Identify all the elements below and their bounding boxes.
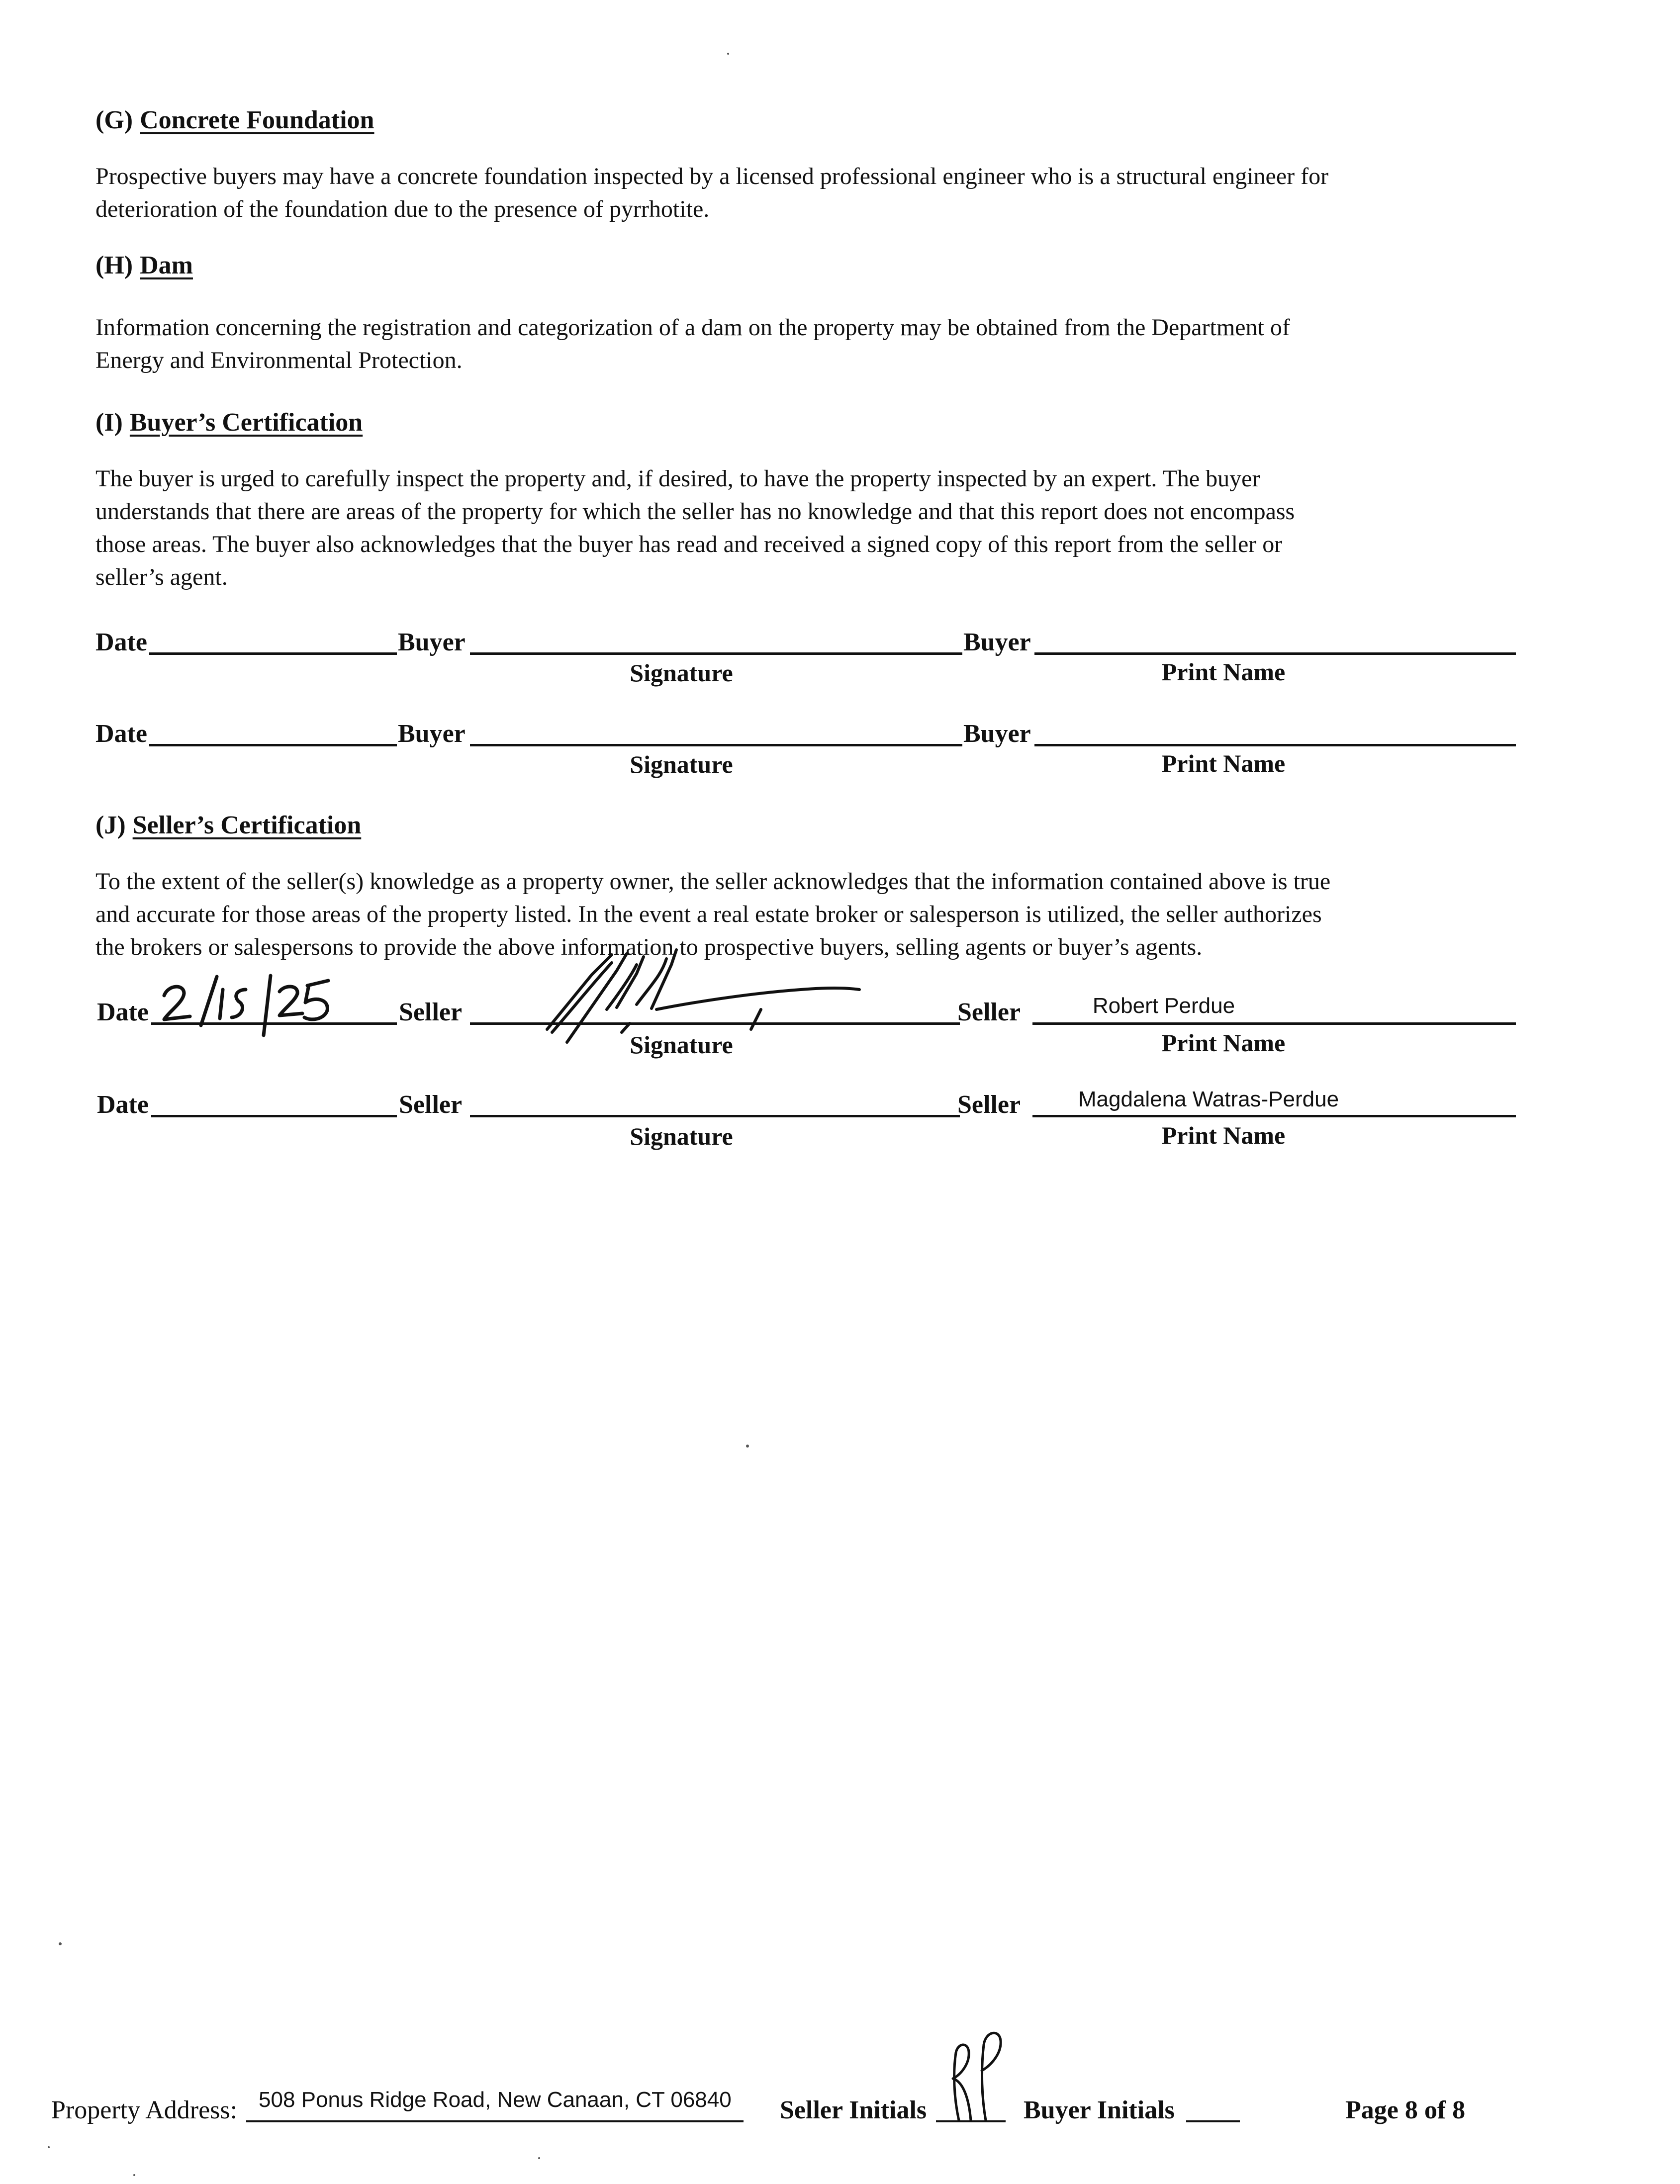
buyer-1-date-field[interactable] xyxy=(149,652,397,655)
section-i-line: seller’s agent. xyxy=(95,564,228,590)
scan-speck xyxy=(538,2157,540,2159)
print-name-caption: Print Name xyxy=(1161,658,1286,686)
seller-label: Seller xyxy=(399,1091,463,1119)
seller-2-date-field[interactable] xyxy=(151,1115,397,1117)
section-h-title: Dam xyxy=(140,251,193,279)
section-i-body xyxy=(95,462,1538,594)
section-g-line: Prospective buyers may have a concrete foundation inspected by a licensed professional engineer who is a structural engineer for xyxy=(95,163,1329,189)
seller-label: Seller xyxy=(957,1091,1021,1119)
buyer-label: Buyer xyxy=(963,628,1031,656)
seller-1-print-name-value: Robert Perdue xyxy=(1092,994,1235,1018)
print-name-caption: Print Name xyxy=(1161,749,1286,777)
section-j-letter: (J) xyxy=(95,811,126,839)
property-address-value: 508 Ponus Ridge Road, New Canaan, CT 06840 xyxy=(259,2088,732,2112)
handwritten-date-mark xyxy=(158,970,337,1039)
section-g-heading xyxy=(95,105,374,135)
scan-speck xyxy=(746,1445,749,1448)
date-label: Date xyxy=(97,998,149,1026)
property-address-label: Property Address: xyxy=(51,2096,238,2124)
section-g-line: deterioration of the foundation due to the presence of pyrrhotite. xyxy=(95,196,710,222)
property-address-line xyxy=(246,2120,744,2122)
page-number: Page 8 of 8 xyxy=(1345,2096,1466,2124)
date-label: Date xyxy=(97,1091,149,1119)
section-i-letter: (I) xyxy=(95,408,123,437)
seller-2-print-name-value: Magdalena Watras-Perdue xyxy=(1078,1087,1339,1111)
section-h-heading xyxy=(95,251,193,280)
section-g-body xyxy=(95,160,1538,226)
section-j-title: Seller’s Certification xyxy=(132,811,362,839)
section-i-title: Buyer’s Certification xyxy=(129,408,363,437)
scan-speck xyxy=(59,1942,62,1945)
seller-label: Seller xyxy=(957,998,1021,1026)
section-j-line: and accurate for those areas of the property listed. In the event a real estate broker or salesperson is utilized, the seller authorizes xyxy=(95,901,1322,927)
buyer-1-signature-field[interactable] xyxy=(470,652,962,655)
signature-caption: Signature xyxy=(630,659,733,687)
buyer-label: Buyer xyxy=(398,628,466,656)
section-h-line: Energy and Environmental Protection. xyxy=(95,347,463,373)
seller-2-print-name-field[interactable] xyxy=(1032,1115,1516,1117)
seller-label: Seller xyxy=(399,998,463,1026)
section-i-line: those areas. The buyer also acknowledges that the buyer has read and received a signed copy of this report from the seller or xyxy=(95,531,1283,557)
buyer-2-signature-field[interactable] xyxy=(470,744,962,746)
section-i-line: The buyer is urged to carefully inspect the property and, if desired, to have the property inspected by an expert. The buyer xyxy=(95,465,1260,492)
seller-2-signature-field[interactable] xyxy=(470,1115,960,1117)
scan-speck xyxy=(727,53,729,55)
date-label: Date xyxy=(95,720,147,748)
section-i-heading xyxy=(95,408,363,438)
signature-caption: Signature xyxy=(630,1122,733,1150)
buyer-1-print-name-field[interactable] xyxy=(1034,652,1516,655)
buyer-label: Buyer xyxy=(398,720,466,748)
buyer-initials-label: Buyer Initials xyxy=(1024,2096,1175,2124)
section-h-body xyxy=(95,311,1538,377)
seller-initials-label: Seller Initials xyxy=(780,2096,927,2124)
buyer-2-date-field[interactable] xyxy=(149,744,397,746)
buyer-2-print-name-field[interactable] xyxy=(1034,744,1516,746)
print-name-caption: Print Name xyxy=(1161,1029,1286,1057)
date-label: Date xyxy=(95,628,147,656)
section-g-title: Concrete Foundation xyxy=(140,106,374,134)
section-j-line: To the extent of the seller(s) knowledge as a property owner, the seller acknowledges that the information contained above is true xyxy=(95,868,1331,895)
section-h-letter: (H) xyxy=(95,251,133,279)
section-j-line: the brokers or salespersons to provide the above information to prospective buyers, selling agents or buyer’s agents. xyxy=(95,934,1203,960)
scan-speck xyxy=(48,2146,50,2148)
signature-caption: Signature xyxy=(630,1031,733,1059)
buyer-initials-field[interactable] xyxy=(1186,2120,1240,2122)
seller-1-print-name-field[interactable] xyxy=(1032,1022,1516,1025)
signature-caption: Signature xyxy=(630,750,733,778)
print-name-caption: Print Name xyxy=(1161,1121,1286,1149)
section-i-line: understands that there are areas of the property for which the seller has no knowledge and that this report does not encompass xyxy=(95,498,1295,525)
buyer-label: Buyer xyxy=(963,720,1031,748)
seller-initials-mark xyxy=(941,2023,1011,2127)
section-g-letter: (G) xyxy=(95,106,133,134)
section-h-line: Information concerning the registration and categorization of a dam on the property may be obtained from the Department of xyxy=(95,314,1290,341)
scan-speck xyxy=(133,2174,135,2176)
section-j-heading xyxy=(95,811,361,840)
